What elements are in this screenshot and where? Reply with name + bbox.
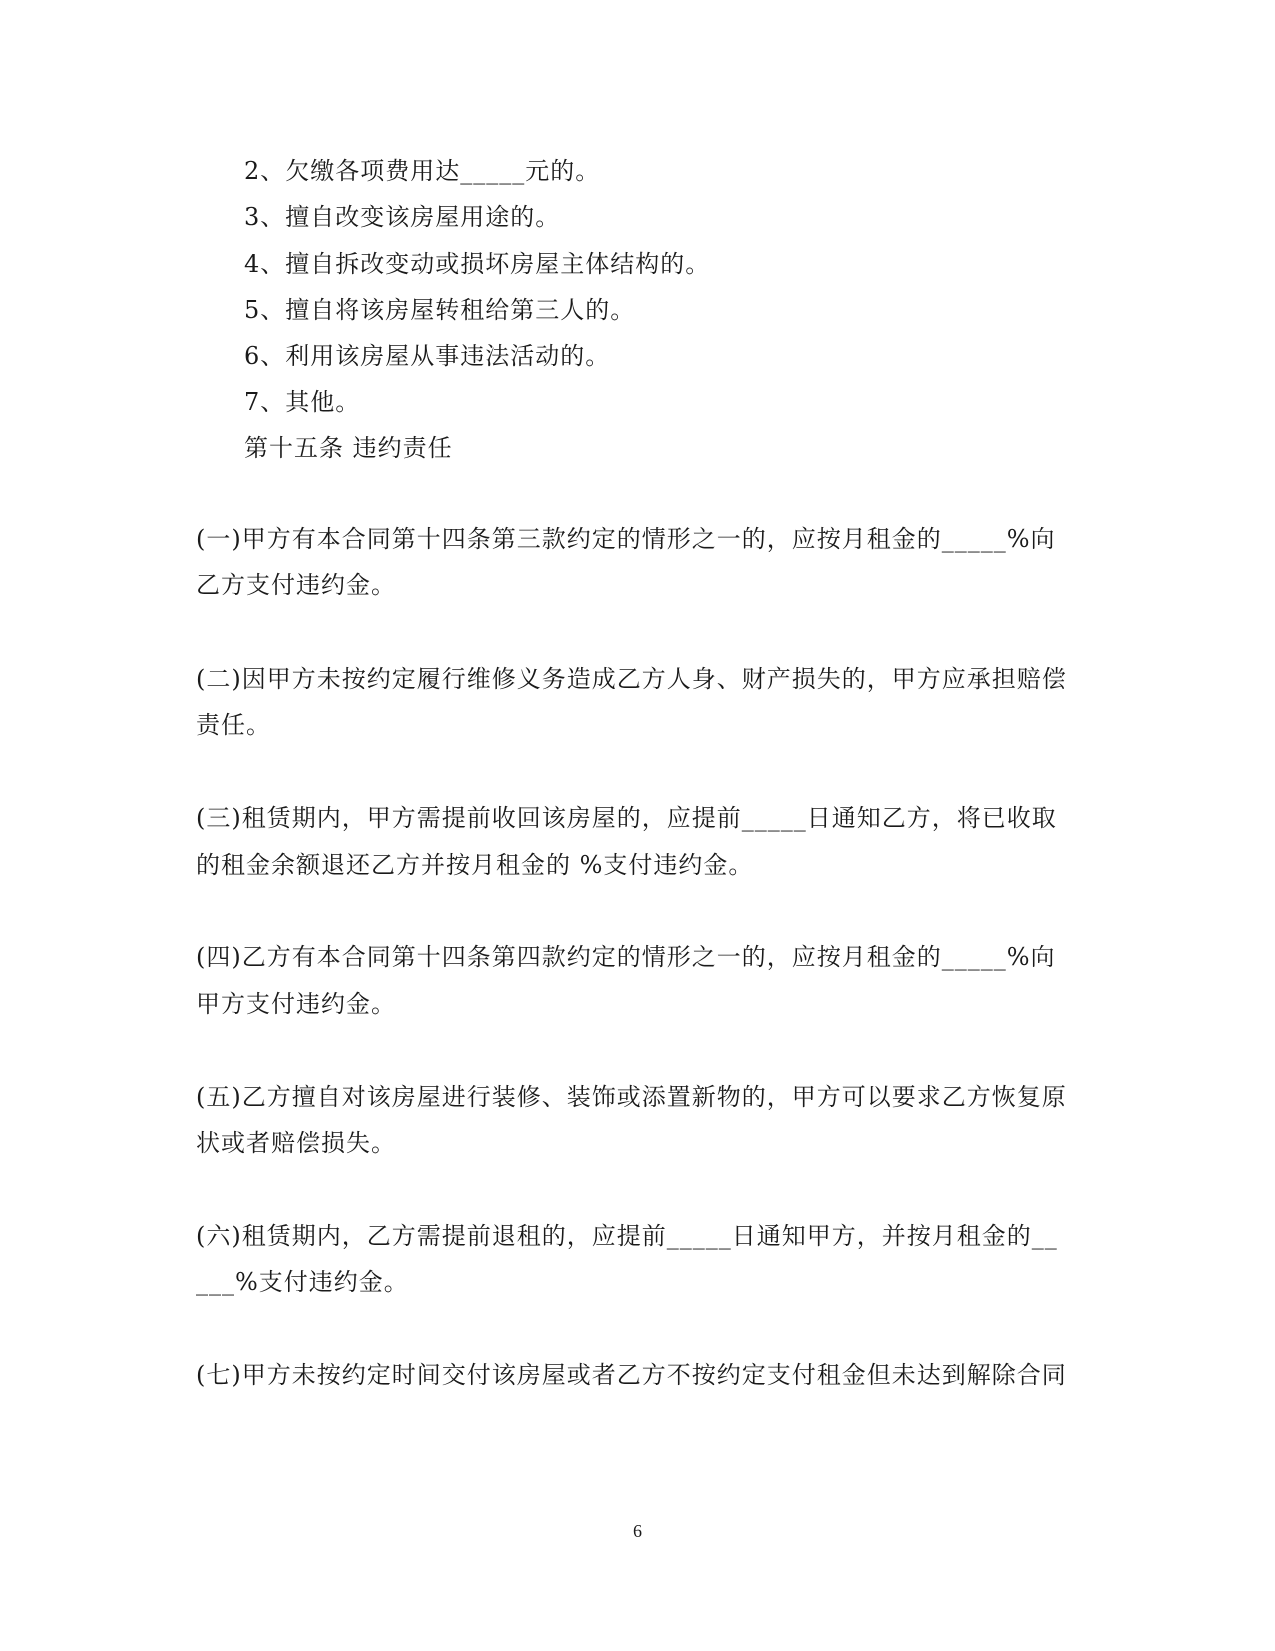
list-item: 5、擅自将该房屋转租给第三人的。 [244,296,636,324]
clause-line: 甲方支付违约金。 [196,990,396,1018]
clause-line: ___%支付违约金。 [196,1268,409,1296]
list-item: 3、擅自改变该房屋用途的。 [244,203,561,231]
clause-line: (一)甲方有本合同第十四条第三款约定的情形之一的，应按月租金的_____%向 [196,525,1056,553]
clause-line: 状或者赔偿损失。 [196,1129,396,1157]
list-item: 4、擅自拆改变动或损坏房屋主体结构的。 [244,250,711,278]
clause-line: (七)甲方未按约定时间交付该房屋或者乙方不按约定支付租金但未达到解除合同 [196,1361,1067,1389]
clause-line: 责任。 [196,711,271,739]
clause-line: (二)因甲方未按约定履行维修义务造成乙方人身、财产损失的，甲方应承担赔偿 [196,665,1067,693]
clause-line: (六)租赁期内，乙方需提前退租的，应提前_____日通知甲方，并按月租金的__ [196,1222,1058,1250]
list-item: 2、欠缴各项费用达_____元的。 [244,157,601,185]
clause-line: (五)乙方擅自对该房屋进行装修、装饰或添置新物的，甲方可以要求乙方恢复原 [196,1083,1067,1111]
clause-line: (三)租赁期内，甲方需提前收回该房屋的，应提前_____日通知乙方，将已收取 [196,804,1057,832]
clause-line: (四)乙方有本合同第十四条第四款约定的情形之一的，应按月租金的_____%向 [196,943,1056,971]
list-item: 6、利用该房屋从事违法活动的。 [244,342,611,370]
article-heading: 第十五条 违约责任 [244,434,453,462]
list-item: 7、其他。 [244,388,361,416]
page-number: 6 [633,1521,642,1541]
clause-line: 的租金余额退还乙方并按月租金的 %支付违约金。 [196,851,754,879]
clause-line: 乙方支付违约金。 [196,571,396,599]
